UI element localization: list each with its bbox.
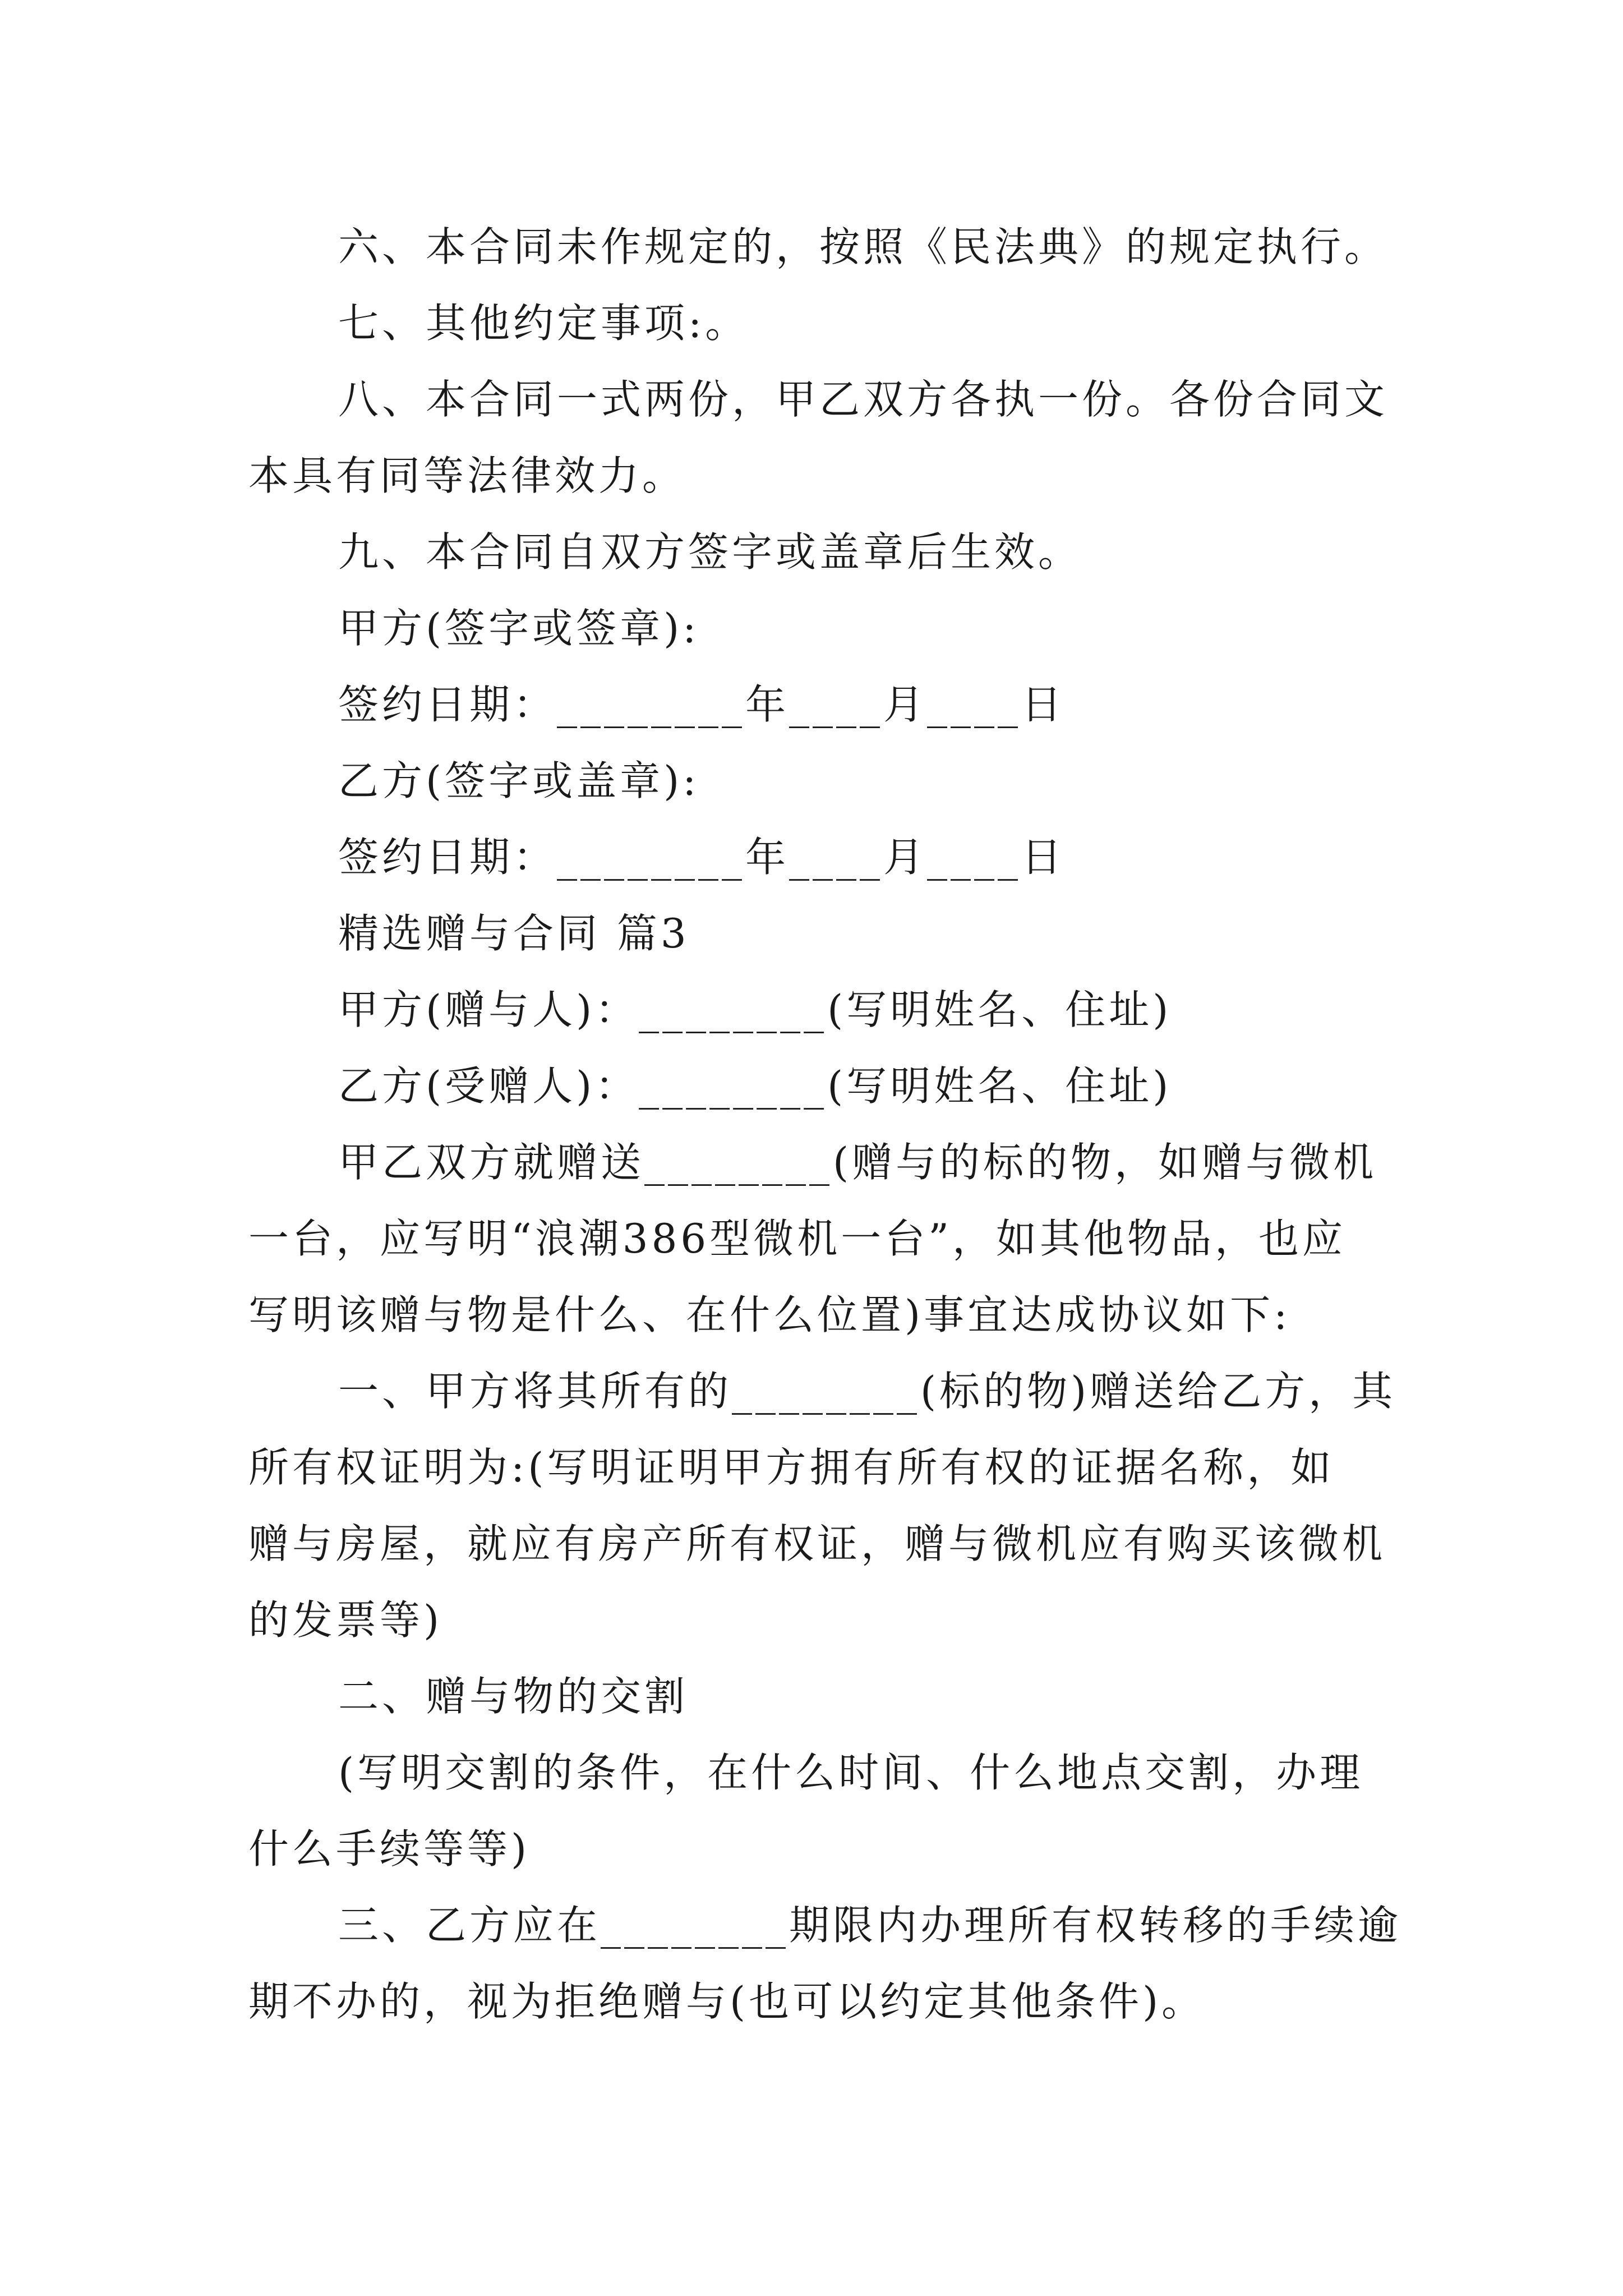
donee-line: 乙方(受赠人)：________(写明姓名、住址) — [338, 1062, 1172, 1110]
clause-8-line-2: 本具有同等法律效力。 — [248, 452, 686, 499]
party-a-sign-date: 签约日期：________年____月____日 — [338, 681, 1066, 728]
donor-line: 甲方(赠与人)：________(写明姓名、住址) — [338, 986, 1172, 1033]
clause-8-line-1: 八、本合同一式两份，甲乙双方各执一份。各份合同文 — [338, 376, 1389, 423]
section-heading: 精选赠与合同 篇3 — [338, 910, 690, 957]
party-b-sign-date: 签约日期：________年____月____日 — [338, 834, 1066, 881]
article-3-line-1: 三、乙方应在________期限内办理所有权转移的手续逾 — [338, 1902, 1402, 1949]
article-1-line-4: 的发票等) — [248, 1596, 443, 1644]
article-3-line-2: 期不办的，视为拒绝赠与(也可以约定其他条件)。 — [248, 1978, 1206, 2025]
article-2-line-1: (写明交割的条件，在什么时间、什么地点交割，办理 — [338, 1749, 1364, 1796]
clause-9: 九、本合同自双方签字或盖章后生效。 — [338, 528, 1082, 576]
party-b-signature-line: 乙方(签字或盖章): — [338, 757, 700, 804]
intro-line-3: 写明该赠与物是什么、在什么位置)事宜达成协议如下: — [248, 1291, 1291, 1338]
article-1-line-3: 赠与房屋，就应有房产所有权证，赠与微机应有购买该微机 — [248, 1520, 1386, 1567]
clause-6: 六、本合同未作规定的，按照《民法典》的规定执行。 — [338, 223, 1389, 270]
article-2-heading: 二、赠与物的交割 — [338, 1673, 689, 1720]
clause-7: 七、其他约定事项:。 — [338, 300, 749, 347]
article-1-line-1: 一、甲方将其所有的________(标的物)赠送给乙方，其 — [338, 1368, 1396, 1415]
intro-line-1: 甲乙双方就赠送________(赠与的标的物，如赠与微机 — [338, 1139, 1377, 1186]
intro-line-2: 一台，应写明“浪潮386型微机一台”，如其他物品，也应 — [248, 1215, 1347, 1262]
article-1-line-2: 所有权证明为:(写明证明甲方拥有所有权的证据名称，如 — [248, 1444, 1335, 1491]
article-2-line-2: 什么手续等等) — [248, 1825, 531, 1872]
party-a-signature-line: 甲方(签字或签章): — [338, 605, 700, 652]
